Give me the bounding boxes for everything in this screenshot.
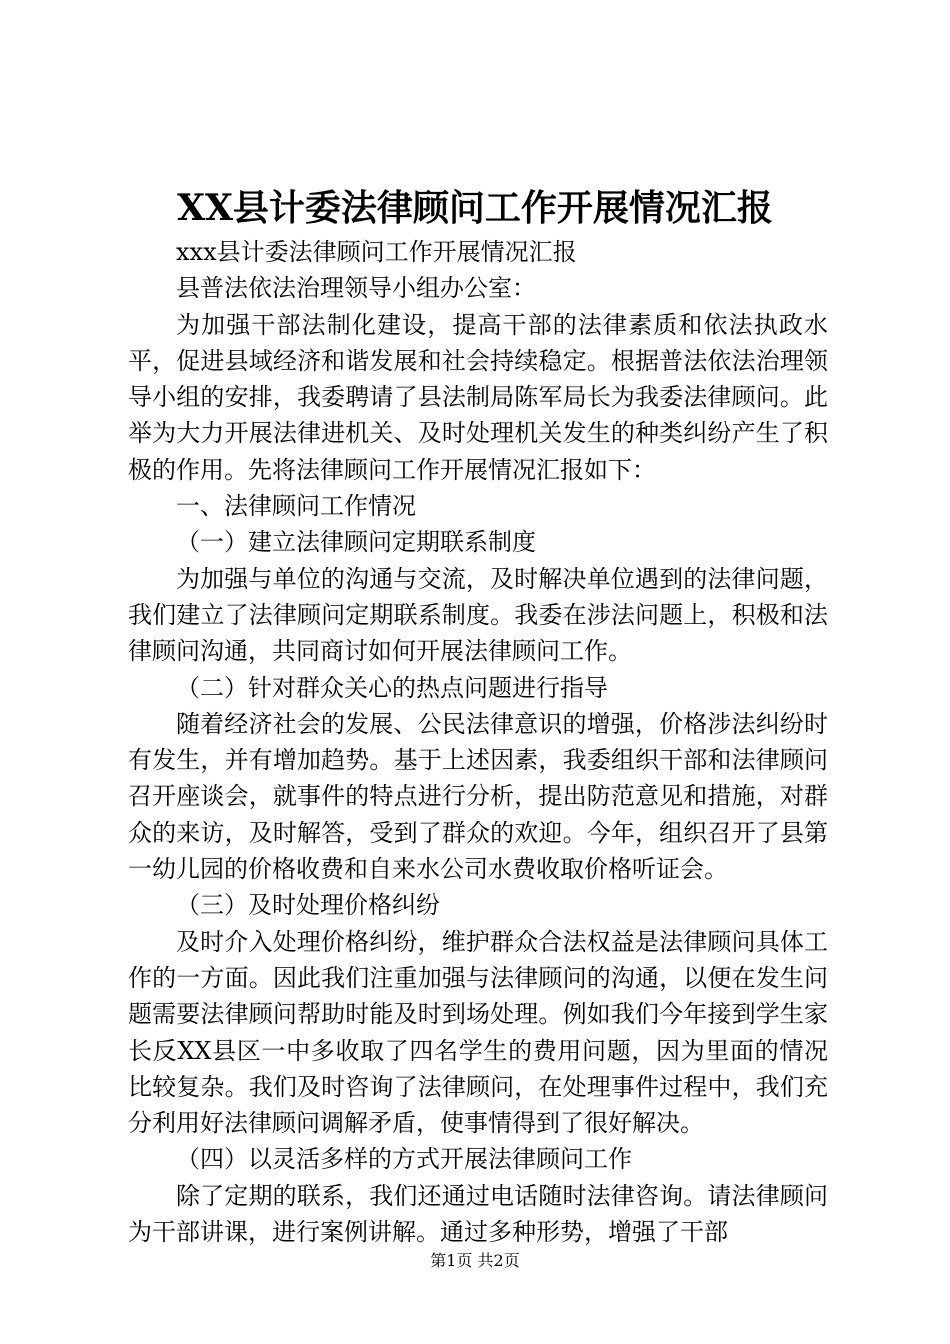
- subsection-heading-4: （四）以灵活多样的方式开展法律顾问工作: [176, 1145, 632, 1174]
- document-body: [128, 234, 828, 1250]
- subsection-heading-2: （二）针对群众关心的热点问题进行指导: [176, 673, 608, 702]
- subtitle-line: xxx县计委法律顾问工作开展情况汇报: [176, 238, 577, 266]
- page-footer: 第1页 共2页: [430, 1251, 520, 1270]
- subsection-paragraph-1: 为加强与单位的沟通与交流，及时解决单位遇到的法律问题，我们建立了法律顾问定期联系制度。我委在涉法问题上，积极和法律顾问沟通，共同商讨如何开展法律顾问工作。: [128, 564, 828, 666]
- subsection-heading-3: （三）及时处理价格纠纷: [176, 891, 440, 920]
- subsection-paragraph-3: 及时介入处理价格纠纷，维护群众合法权益是法律顾问具体工作的一方面。因此我们注重加强与法律顾问的沟通，以便在发生问题需要法律顾问帮助时能及时到场处理。例如我们今年接到学生家长反XX县区一中多收取了四名学生的费用问题，因为里面的情况比较复杂。我们及时咨询了法律顾问，在处理事件过程中，我们充分利用好法律顾问调解矛盾，使事情得到了很好解决。: [128, 927, 828, 1138]
- subsection-paragraph-4: 除了定期的联系，我们还通过电话随时法律咨询。请法律顾问为干部讲课，进行案例讲解。通过多种形势，增强了干部: [128, 1181, 828, 1247]
- addressee-line: 县普法依法治理领导小组办公室：: [176, 274, 536, 303]
- subsection-heading-1: （一）建立法律顾问定期联系制度: [176, 528, 536, 557]
- section-heading-1: 一、法律顾问工作情况: [176, 492, 416, 521]
- document-title: XX县计委法律顾问工作开展情况汇报: [177, 187, 773, 229]
- subsection-paragraph-2: 随着经济社会的发展、公民法律意识的增强，价格涉法纠纷时有发生，并有增加趋势。基于上述因素，我委组织干部和法律顾问召开座谈会，就事件的特点进行分析，提出防范意见和措施，对群众的来访，及时解答，受到了群众的欢迎。今年，组织召开了县第一幼儿园的价格收费和自来水公司水费收取价格听证会。: [128, 709, 828, 884]
- intro-paragraph: 为加强干部法制化建设，提高干部的法律素质和依法执政水平，促进县域经济和谐发展和社会持续稳定。根据普法依法治理领导小组的安排，我委聘请了县法制局陈军局长为我委法律顾问。此举为大力开展法律进机关、及时处理机关发生的种类纠纷产生了积极的作用。先将法律顾问工作开展情况汇报如下：: [128, 310, 828, 484]
